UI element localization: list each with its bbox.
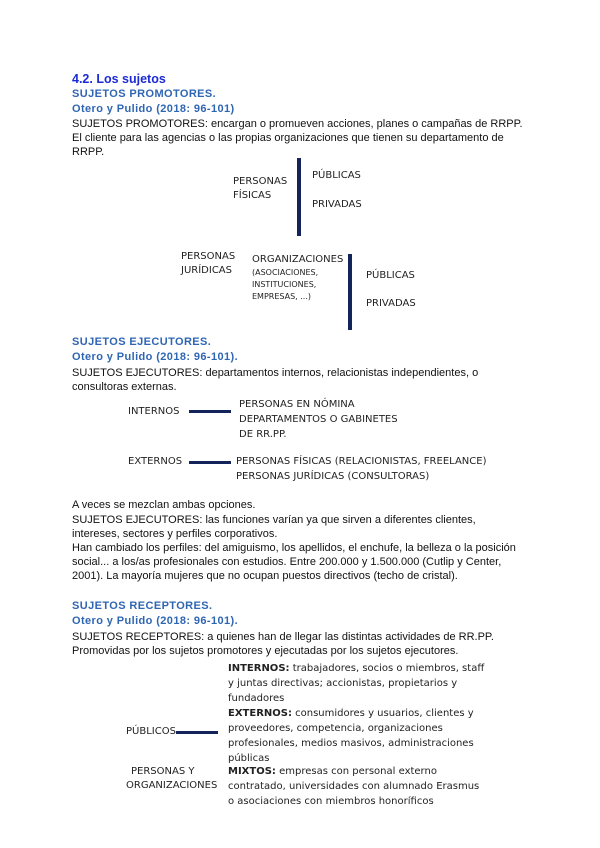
internos-term: INTERNOS: (228, 663, 290, 674)
org-item-1: (ASOCIACIONES, (252, 268, 319, 277)
juridicas-privadas: PRIVADAS (366, 298, 416, 309)
mixtos-desc-3: o asociaciones con miembros honoríficos (228, 796, 434, 807)
internos-desc-2: y juntas directivas; accionistas, propietarios y (228, 678, 458, 689)
promotores-citation: Otero y Pulido (2018: 96-101) (72, 103, 235, 115)
receptores-citation: Otero y Pulido (2018: 96-101). (72, 615, 239, 627)
internos-item-3: DE RR.PP. (239, 429, 287, 440)
mixtos-term: MIXTOS: (228, 766, 276, 777)
ejecutores-para2-line1: SUJETOS EJECUTORES: las funciones varían ya que sirven a diferentes clientes, (72, 514, 476, 526)
ejecutores-line1: SUJETOS EJECUTORES: departamentos internos, relacionistas independientes, o (72, 367, 479, 379)
fisicas-bracket-bar (297, 158, 301, 236)
externos-desc-2: proveedores, competencia, organizaciones (228, 723, 443, 734)
personas-y-label: PERSONAS Y (131, 766, 195, 777)
ejecutores-para2-line2: intereses, sectores y perfiles corporativos. (72, 528, 278, 540)
fisicas-label-1: PERSONAS (233, 176, 288, 187)
mixtos-desc-1: empresas con personal externo (275, 766, 437, 777)
externos-item-2: PERSONAS JURÍDICAS (CONSULTORAS) (236, 471, 430, 482)
org-item-2: INSTITUCIONES, (252, 280, 317, 289)
fisicas-label-2: FÍSICAS (233, 190, 272, 201)
section-title: 4.2. Los sujetos (72, 72, 166, 86)
fisicas-privadas: PRIVADAS (312, 199, 362, 210)
publicos-connector (176, 731, 218, 734)
ejecutores-para3-line1: Han cambiado los perfiles: del amiguismo, los apellidos, el enchufe, la belleza o la posición (72, 542, 516, 554)
juridicas-publicas: PÚBLICAS (366, 270, 415, 281)
publicos-label: PÚBLICOS (126, 726, 176, 737)
promotores-line3: RRPP. (72, 146, 105, 158)
mixtos-line-1 (228, 765, 437, 779)
internos-desc-1: trabajadores, socios o miembros, staff (289, 663, 485, 674)
org-item-3: EMPRESAS, ...) (252, 292, 312, 301)
externos-label: EXTERNOS (128, 456, 183, 467)
internos-label: INTERNOS (128, 406, 180, 417)
ejecutores-citation: Otero y Pulido (2018: 96-101). (72, 351, 239, 363)
ejecutores-para3-line2: social... a los/as profesionales con estudios. Entre 200.000 y 1.500.000 (Cutlip y Center, (72, 556, 502, 568)
juridicas-label-1: PERSONAS (181, 251, 236, 262)
fisicas-publicas: PÚBLICAS (312, 170, 361, 181)
juridicas-bracket-bar (348, 254, 352, 330)
organizaciones-label: ORGANIZACIONES (126, 780, 218, 791)
ejecutores-heading: SUJETOS EJECUTORES. (72, 336, 212, 348)
internos-connector (189, 410, 231, 413)
internos-line-1 (228, 662, 484, 676)
externos-connector (189, 461, 231, 464)
internos-item-2: DEPARTAMENTOS O GABINETES (239, 414, 398, 425)
internos-item-1: PERSONAS EN NÓMINA (239, 399, 355, 410)
promotores-heading: SUJETOS PROMOTORES. (72, 88, 217, 100)
externos-item-1: PERSONAS FÍSICAS (RELACIONISTAS, FREELANCE) (236, 456, 487, 467)
juridicas-label-2: JURÍDICAS (181, 265, 232, 276)
promotores-line1: SUJETOS PROMOTORES: encargan o promueven acciones, planes o campañas de RRPP. (72, 118, 523, 130)
ejecutores-para1: A veces se mezclan ambas opciones. (72, 499, 256, 511)
receptores-line1: SUJETOS RECEPTORES: a quienes han de llegar las distintas actividades de RR.PP. (72, 631, 494, 643)
receptores-line2: Promovidas por los sujetos promotores y ejecutadas por los sujetos ejecutores. (72, 645, 459, 657)
externos-desc-4: públicas (228, 753, 270, 764)
externos-desc-3: profesionales, medios masivos, administraciones (228, 738, 474, 749)
ejecutores-para3-line3: 2001). La mayoría mujeres que no ocupan puestos directivos (techo de cristal). (72, 570, 458, 582)
org-title: ORGANIZACIONES (252, 254, 344, 265)
externos-term: EXTERNOS: (228, 708, 292, 719)
externos-desc-1: consumidores y usuarios, clientes y (291, 708, 474, 719)
ejecutores-line2: consultoras externas. (72, 381, 177, 393)
internos-desc-3: fundadores (228, 693, 285, 704)
externos-line-1 (228, 707, 474, 721)
promotores-line2: El cliente para las agencias o las propias organizaciones que tienen su departamento de (72, 132, 504, 144)
receptores-heading: SUJETOS RECEPTORES. (72, 600, 213, 612)
mixtos-desc-2: contratado, universidades con alumnado Erasmus (228, 781, 480, 792)
